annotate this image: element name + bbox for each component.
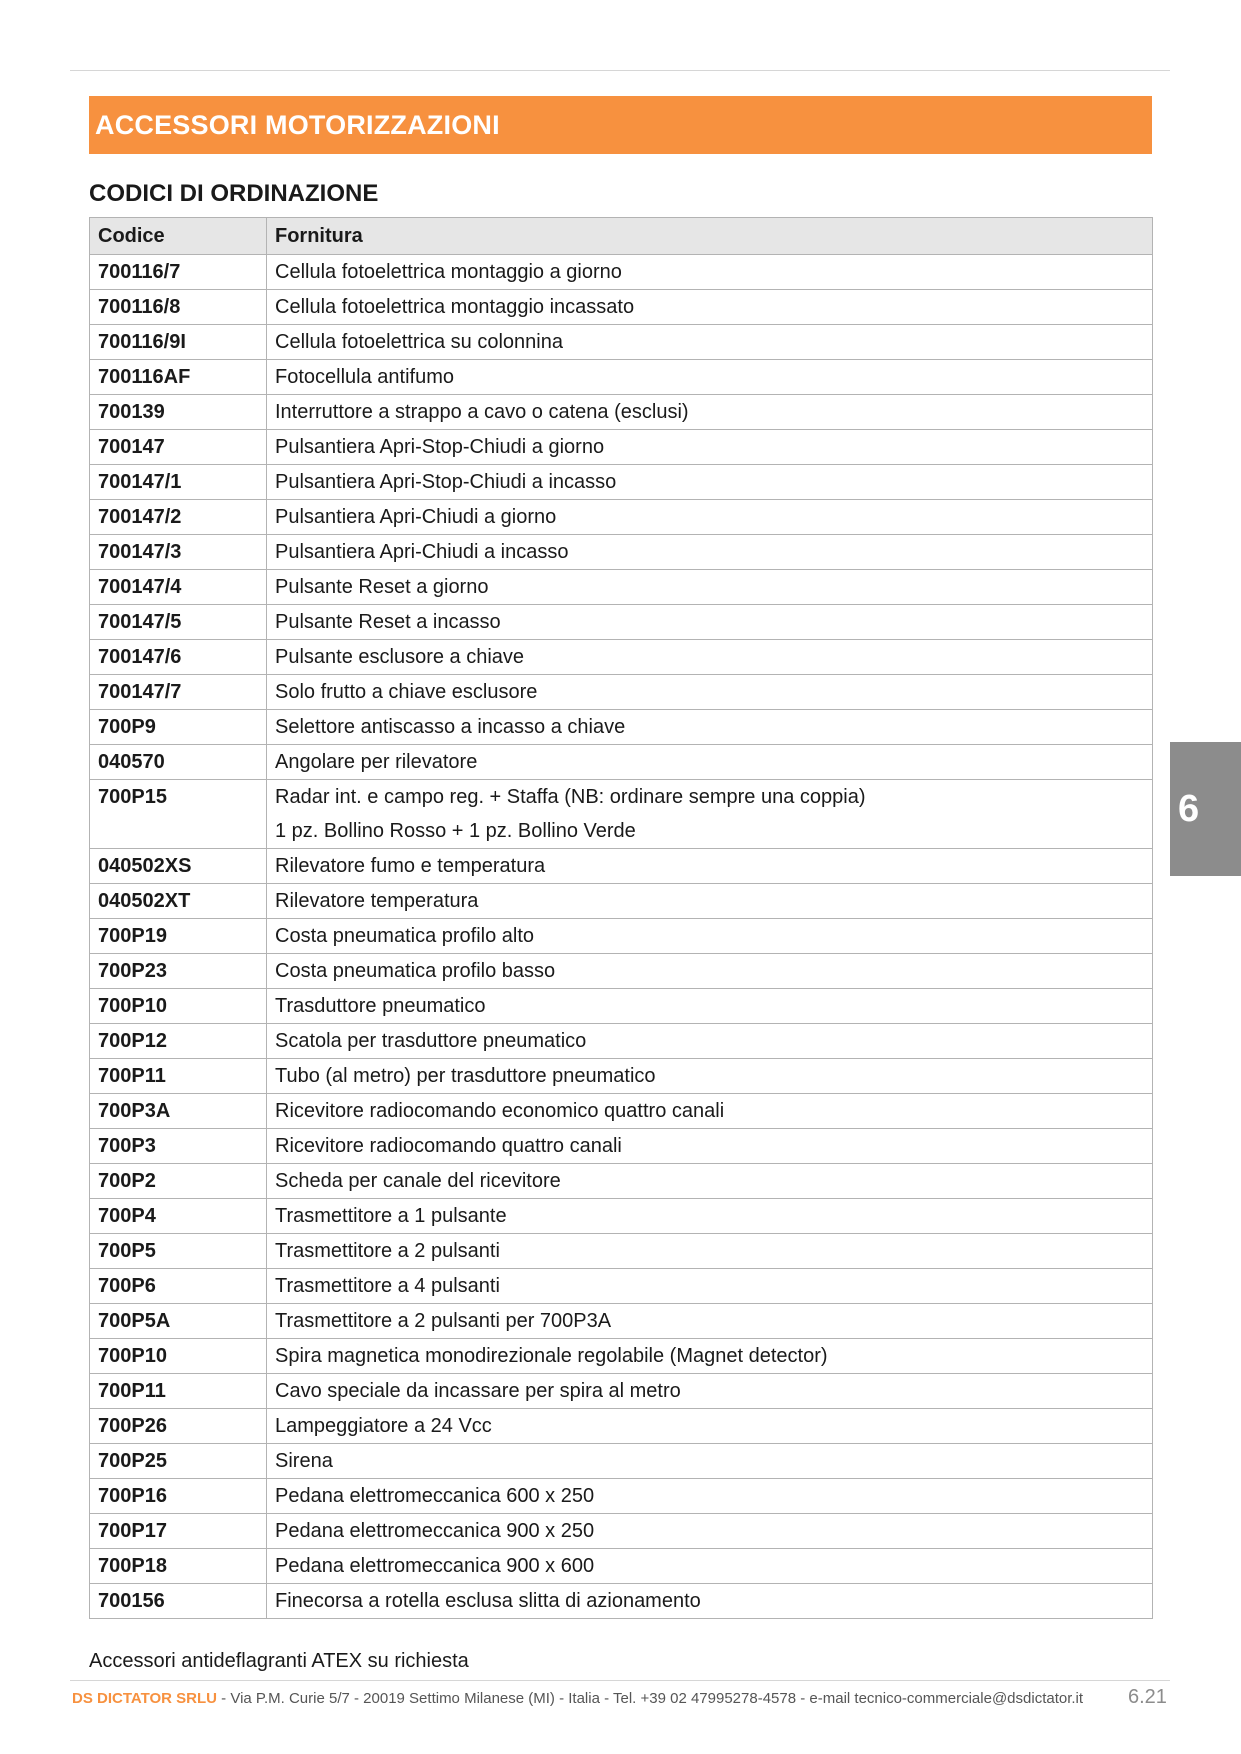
table-row: [90, 884, 1153, 919]
description-line: Costa pneumatica profilo basso: [275, 960, 556, 982]
description-line: Pulsante esclusore a chiave: [275, 646, 525, 668]
bottom-divider: [70, 1680, 1170, 1681]
description-line: Trasduttore pneumatico: [275, 995, 486, 1017]
product-code: 700P26: [90, 1409, 267, 1444]
product-description: [267, 954, 1153, 989]
product-code: 700P5: [90, 1234, 267, 1269]
product-code: 700147/1: [90, 465, 267, 500]
product-description: [267, 325, 1153, 360]
description-line: Cavo speciale da incassare per spira al metro: [275, 1380, 681, 1402]
product-description: [267, 1094, 1153, 1129]
product-description: [267, 780, 1153, 849]
product-code: 700116/9I: [90, 325, 267, 360]
product-code: 700P15: [90, 780, 267, 849]
description-line: Radar int. e campo reg. + Staffa (NB: ordinare sempre una coppia): [275, 786, 866, 808]
product-code: 700139: [90, 395, 267, 430]
table-row: [90, 430, 1153, 465]
table-row: [90, 1514, 1153, 1549]
product-description: [267, 1059, 1153, 1094]
table-row: [90, 640, 1153, 675]
product-description: [267, 1479, 1153, 1514]
table-row: [90, 780, 1153, 849]
product-code: 700P11: [90, 1059, 267, 1094]
table-row: [90, 1444, 1153, 1479]
table-row: [90, 465, 1153, 500]
product-code: 040502XS: [90, 849, 267, 884]
product-description: [267, 710, 1153, 745]
footer: [72, 1690, 1083, 1707]
product-code: 700P3: [90, 1129, 267, 1164]
table-row: [90, 1374, 1153, 1409]
product-description: [267, 1269, 1153, 1304]
description-line: Sirena: [275, 1450, 333, 1472]
description-line: Trasmettitore a 4 pulsanti: [275, 1275, 500, 1297]
product-description: [267, 290, 1153, 325]
description-line: Scatola per trasduttore pneumatico: [275, 1030, 587, 1052]
table-row: [90, 745, 1153, 780]
description-line: Selettore antiscasso a incasso a chiave: [275, 716, 626, 738]
table-body: [90, 255, 1153, 1619]
product-description: [267, 360, 1153, 395]
product-code: 040502XT: [90, 884, 267, 919]
description-line: Tubo (al metro) per trasduttore pneumatico: [275, 1065, 656, 1087]
table-header-row: [90, 218, 1153, 255]
table-row: [90, 1234, 1153, 1269]
product-description: [267, 1024, 1153, 1059]
chapter-tab: [1170, 742, 1241, 876]
product-code: 700P6: [90, 1269, 267, 1304]
product-code: 700116/7: [90, 255, 267, 290]
product-code: 700P23: [90, 954, 267, 989]
product-description: [267, 605, 1153, 640]
product-description: [267, 1549, 1153, 1584]
product-code: 700P16: [90, 1479, 267, 1514]
table-row: [90, 1409, 1153, 1444]
column-header-code: Codice: [90, 218, 267, 255]
product-description: [267, 919, 1153, 954]
product-code: 040570: [90, 745, 267, 780]
product-code: 700P2: [90, 1164, 267, 1199]
product-code: 700P10: [90, 1339, 267, 1374]
description-line: Pedana elettromeccanica 600 x 250: [275, 1485, 595, 1507]
product-code: 700116/8: [90, 290, 267, 325]
product-code: 700P19: [90, 919, 267, 954]
banner-title: ACCESSORI MOTORIZZAZIONI: [95, 110, 500, 140]
footer-address: - Via P.M. Curie 5/7 - 20019 Settimo Milanese (MI) - Italia - Tel. +39 02 47995278-4578 - e-mail tecnico-commerciale@dsdictator.it: [217, 1690, 1084, 1707]
description-line: Cellula fotoelettrica montaggio a giorno: [275, 261, 622, 283]
product-description: [267, 1374, 1153, 1409]
section-title: CODICI DI ORDINAZIONE: [89, 180, 379, 207]
chapter-number: 6: [1178, 788, 1200, 830]
description-line: Costa pneumatica profilo alto: [275, 925, 535, 947]
table-row: [90, 605, 1153, 640]
table-row: [90, 360, 1153, 395]
product-description: [267, 570, 1153, 605]
product-description: [267, 500, 1153, 535]
table-row: [90, 570, 1153, 605]
product-code: 700156: [90, 1584, 267, 1619]
product-description: [267, 1164, 1153, 1199]
table-row: [90, 1549, 1153, 1584]
product-description: [267, 640, 1153, 675]
description-line: Pulsante Reset a giorno: [275, 576, 489, 598]
description-line: Cellula fotoelettrica montaggio incassato: [275, 296, 635, 318]
product-code: 700147/3: [90, 535, 267, 570]
atex-note: Accessori antideflagranti ATEX su richiesta: [89, 1650, 469, 1672]
product-code: 700P17: [90, 1514, 267, 1549]
product-description: [267, 675, 1153, 710]
product-description: [267, 465, 1153, 500]
description-line: Rilevatore fumo e temperatura: [275, 855, 546, 877]
footer-company: DS DICTATOR SRLU: [72, 1690, 217, 1707]
order-codes-table: [89, 217, 1153, 1619]
description-line: Interruttore a strappo a cavo o catena (esclusi): [275, 401, 689, 423]
column-header-supply: Fornitura: [267, 218, 1153, 255]
table-row: [90, 325, 1153, 360]
product-description: [267, 1409, 1153, 1444]
product-code: 700147: [90, 430, 267, 465]
product-description: [267, 884, 1153, 919]
description-line: Finecorsa a rotella esclusa slitta di azionamento: [275, 1590, 701, 1612]
description-line: Pulsantiera Apri-Stop-Chiudi a giorno: [275, 436, 605, 458]
description-line: Trasmettitore a 1 pulsante: [275, 1205, 507, 1227]
product-code: 700P10: [90, 989, 267, 1024]
product-description: [267, 1339, 1153, 1374]
product-code: 700147/7: [90, 675, 267, 710]
description-line: Solo frutto a chiave esclusore: [275, 681, 538, 703]
product-description: [267, 1584, 1153, 1619]
product-description: [267, 430, 1153, 465]
description-line: Pedana elettromeccanica 900 x 250: [275, 1520, 595, 1542]
product-code: 700147/6: [90, 640, 267, 675]
table-row: [90, 1059, 1153, 1094]
product-description: [267, 745, 1153, 780]
product-code: 700147/5: [90, 605, 267, 640]
description-line: Lampeggiatore a 24 Vcc: [275, 1415, 492, 1437]
product-code: 700P12: [90, 1024, 267, 1059]
table-row: [90, 849, 1153, 884]
category-banner: [89, 96, 1152, 154]
product-description: [267, 395, 1153, 430]
table-row: [90, 1339, 1153, 1374]
description-line: Trasmettitore a 2 pulsanti per 700P3A: [275, 1310, 612, 1332]
table-row: [90, 1024, 1153, 1059]
table-row: [90, 989, 1153, 1024]
product-code: 700147/4: [90, 570, 267, 605]
table-row: [90, 1129, 1153, 1164]
table-row: [90, 1199, 1153, 1234]
product-description: [267, 1444, 1153, 1479]
description-line: Fotocellula antifumo: [275, 366, 454, 388]
table-row: [90, 675, 1153, 710]
description-line: Cellula fotoelettrica su colonnina: [275, 331, 563, 353]
table-row: [90, 1479, 1153, 1514]
description-line: Trasmettitore a 2 pulsanti: [275, 1240, 500, 1262]
product-code: 700116AF: [90, 360, 267, 395]
top-divider: [70, 70, 1170, 71]
product-code: 700P9: [90, 710, 267, 745]
page-number: 6.21: [1128, 1686, 1167, 1708]
description-line: 1 pz. Bollino Rosso + 1 pz. Bollino Verde: [275, 820, 636, 842]
product-description: [267, 535, 1153, 570]
product-description: [267, 989, 1153, 1024]
table-row: [90, 535, 1153, 570]
table-row: [90, 919, 1153, 954]
description-line: Pedana elettromeccanica 900 x 600: [275, 1555, 595, 1577]
table-row: [90, 1094, 1153, 1129]
table-row: [90, 1584, 1153, 1619]
table-row: [90, 395, 1153, 430]
product-code: 700147/2: [90, 500, 267, 535]
description-line: Pulsante Reset a incasso: [275, 611, 501, 633]
product-code: 700P18: [90, 1549, 267, 1584]
description-line: Spira magnetica monodirezionale regolabile (Magnet detector): [275, 1345, 828, 1367]
product-code: 700P25: [90, 1444, 267, 1479]
description-line: Scheda per canale del ricevitore: [275, 1170, 561, 1192]
description-line: Angolare per rilevatore: [275, 751, 478, 773]
description-line: Ricevitore radiocomando quattro canali: [275, 1135, 622, 1157]
product-description: [267, 1199, 1153, 1234]
product-code: 700P11: [90, 1374, 267, 1409]
product-description: [267, 1304, 1153, 1339]
table-row: [90, 954, 1153, 989]
table-row: [90, 1164, 1153, 1199]
table-row: [90, 290, 1153, 325]
product-code: 700P3A: [90, 1094, 267, 1129]
table-row: [90, 1269, 1153, 1304]
description-line: Pulsantiera Apri-Chiudi a giorno: [275, 506, 557, 528]
table-row: [90, 500, 1153, 535]
product-description: [267, 255, 1153, 290]
product-description: [267, 1514, 1153, 1549]
description-line: Ricevitore radiocomando economico quattro canali: [275, 1100, 725, 1122]
table-row: [90, 710, 1153, 745]
product-description: [267, 1129, 1153, 1164]
description-line: Pulsantiera Apri-Chiudi a incasso: [275, 541, 569, 563]
product-code: 700P5A: [90, 1304, 267, 1339]
product-code: 700P4: [90, 1199, 267, 1234]
table-row: [90, 255, 1153, 290]
description-line: Pulsantiera Apri-Stop-Chiudi a incasso: [275, 471, 617, 493]
product-description: [267, 1234, 1153, 1269]
product-description: [267, 849, 1153, 884]
description-line: Rilevatore temperatura: [275, 890, 479, 912]
table-row: [90, 1304, 1153, 1339]
